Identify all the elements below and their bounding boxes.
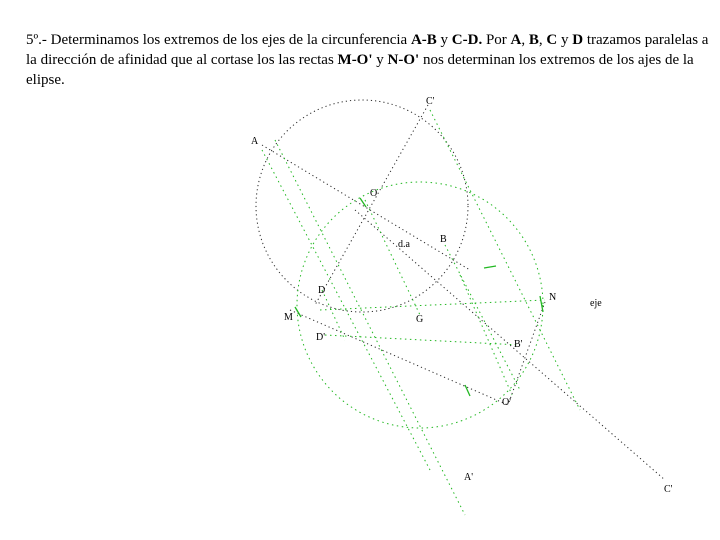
label-da: d.a [398, 239, 410, 250]
label-M: M [284, 312, 293, 323]
label-eje: eje [590, 298, 602, 309]
parallel-through-A [262, 150, 430, 470]
problem-description: 5º.- Determinamos los extremos de los ejes de la circunferencia A-B y C-D. Por A, B, C y D trazamos paralelas a la dirección de afinidad que al cortase los las rectas M-O' y N-O' nos determinan los extremos de los ajes de la elipse. [26, 32, 709, 88]
line-O-G [365, 200, 420, 315]
line-D-prime-B-prime [325, 335, 520, 345]
affinity-lines [262, 110, 580, 515]
line-M-O-prime [290, 310, 508, 405]
original-circumference [256, 100, 468, 312]
label-A-prime: A' [464, 472, 474, 483]
affinity-circle [297, 182, 543, 428]
label-C-prime-top: C' [426, 96, 435, 107]
label-C-prime-bottom: C' [664, 484, 673, 495]
label-O: O [370, 188, 378, 199]
axis-A-B [262, 145, 470, 270]
eje-affinity-axis [355, 210, 665, 480]
label-G: G [416, 314, 424, 325]
ellipse-axis-A-prime-C-prime [320, 300, 545, 310]
parallel-through-D [322, 290, 345, 340]
label-D-prime: D' [316, 332, 326, 343]
label-D: D [318, 285, 326, 296]
label-B: B [440, 234, 447, 245]
parallel-through-C [430, 110, 580, 410]
axis-through-O-prime [460, 275, 512, 395]
label-B-prime: B' [514, 339, 523, 350]
label-O-prime: O' [502, 397, 512, 408]
affinity-ticks [295, 198, 543, 396]
line-N-O-prime [508, 302, 545, 405]
label-A: A [251, 136, 259, 147]
axis-C-D [315, 105, 428, 305]
label-N: N [549, 292, 557, 303]
point-labels [251, 96, 673, 495]
